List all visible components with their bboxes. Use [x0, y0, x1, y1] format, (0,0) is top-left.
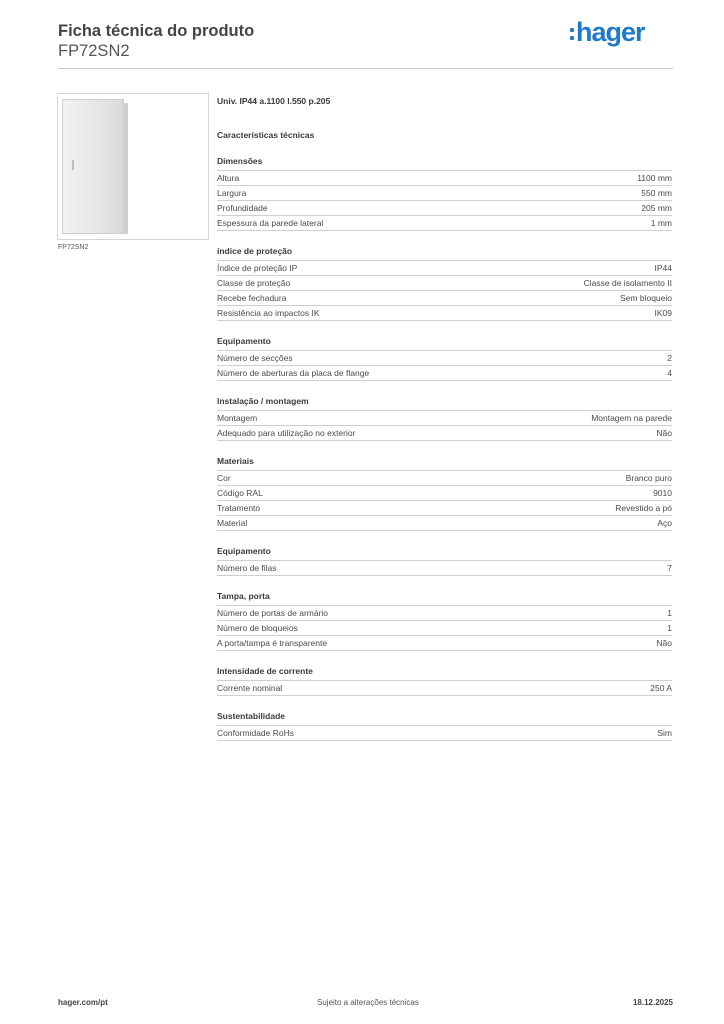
spec-label: Profundidade: [217, 202, 268, 213]
spec-label: Índice de proteção IP: [217, 262, 298, 273]
spec-value: Classe de isolamento II: [583, 277, 672, 288]
spec-value: Revestido a pó: [615, 502, 672, 513]
spec-label: Espessura da parede lateral: [217, 217, 324, 228]
spec-value: Branco puro: [625, 472, 672, 483]
spec-group-title: Equipamento: [217, 546, 672, 561]
cabinet-handle: [72, 160, 74, 170]
spec-label: Largura: [217, 187, 247, 198]
spec-group-title: Tampa, porta: [217, 591, 672, 606]
spec-label: Número de filas: [217, 562, 277, 573]
spec-row: [217, 606, 672, 621]
spec-row: [217, 186, 672, 201]
spec-value: 250 A: [650, 682, 672, 693]
spec-group-title: Intensidade de corrente: [217, 666, 672, 681]
spec-value: 1 mm: [650, 217, 672, 228]
spec-row: [217, 681, 672, 696]
spec-label: Número de secções: [217, 352, 293, 363]
spec-value: Não: [656, 427, 672, 438]
spec-value: 1100 mm: [637, 172, 672, 183]
spec-label: Recebe fechadura: [217, 292, 287, 303]
spec-value: Sim: [657, 727, 672, 738]
spec-label: Altura: [217, 172, 240, 183]
spec-label: Adequado para utilização no exterior: [217, 427, 356, 438]
spec-value: 4: [667, 367, 672, 378]
cabinet-side: [123, 103, 128, 234]
spec-group-title: Instalação / montagem: [217, 396, 672, 411]
spec-row: [217, 261, 672, 276]
logo-dots-icon: [570, 28, 574, 40]
spec-value: Montagem na parede: [591, 412, 672, 423]
spec-value: 205 mm: [641, 202, 672, 213]
spec-label: Resistência ao impactos IK: [217, 307, 320, 318]
spec-content: [217, 95, 672, 741]
footer-website-link[interactable]: hager.com/pt: [58, 998, 108, 1007]
spec-label: Corrente nominal: [217, 682, 283, 693]
cabinet-illustration: [62, 99, 124, 234]
document-header: [58, 21, 254, 61]
spec-value: 1: [667, 607, 672, 618]
section-title: Características técnicas: [217, 130, 315, 140]
spec-value: IP44: [654, 262, 672, 273]
spec-value: IK09: [654, 307, 672, 318]
spec-row: [217, 726, 672, 741]
spec-row: [217, 216, 672, 231]
spec-value: 2: [667, 352, 672, 363]
logo-wordmark: hager: [576, 17, 645, 47]
product-name: Univ. IP44 a.1100 l.550 p.205: [217, 96, 331, 106]
spec-row: [217, 621, 672, 636]
image-caption: FP72SN2: [58, 244, 89, 251]
spec-label: Conformidade RoHs: [217, 727, 295, 738]
spec-row: [217, 291, 672, 306]
spec-group: [217, 546, 672, 576]
spec-value: Não: [656, 637, 672, 648]
spec-value: 9010: [653, 487, 672, 498]
spec-group: [217, 156, 672, 231]
spec-row: [217, 636, 672, 651]
spec-label: Tratamento: [217, 502, 261, 513]
spec-row: [217, 306, 672, 321]
spec-row: [217, 486, 672, 501]
spec-row: [217, 276, 672, 291]
spec-group: [217, 456, 672, 531]
spec-group: [217, 711, 672, 741]
spec-row: [217, 366, 672, 381]
spec-group: [217, 336, 672, 381]
spec-group-title: Equipamento: [217, 336, 672, 351]
spec-value: 550 mm: [641, 187, 672, 198]
spec-group-title: Sustentabilidade: [217, 711, 672, 726]
spec-label: Montagem: [217, 412, 258, 423]
spec-row: [217, 171, 672, 186]
spec-row: [217, 561, 672, 576]
spec-value: Sem bloqueio: [620, 292, 672, 303]
footer-date: 18.12.2025: [632, 998, 673, 1007]
spec-groups: [217, 156, 672, 741]
spec-row: [217, 201, 672, 216]
spec-label: Código RAL: [217, 487, 263, 498]
spec-group: [217, 246, 672, 321]
spec-label: Classe de proteção: [217, 277, 291, 288]
header-divider: [58, 68, 673, 69]
spec-label: A porta/tampa é transparente: [217, 637, 328, 648]
spec-label: Número de portas de armário: [217, 607, 329, 618]
spec-label: Material: [217, 517, 248, 528]
hager-logo: [570, 15, 645, 49]
spec-row: [217, 411, 672, 426]
product-reference: FP72SN2: [58, 42, 130, 60]
spec-row: [217, 351, 672, 366]
spec-group-title: Materiais: [217, 456, 672, 471]
spec-label: Número de aberturas da placa de flange: [217, 367, 370, 378]
document-title: Ficha técnica do produto: [58, 22, 255, 40]
spec-label: Número de bloqueios: [217, 622, 298, 633]
spec-row: [217, 426, 672, 441]
spec-group-title: índice de proteção: [217, 246, 672, 261]
spec-row: [217, 471, 672, 486]
spec-value: 7: [667, 562, 672, 573]
footer-note: Sujeito a alterações técnicas: [317, 998, 419, 1007]
spec-group: [217, 396, 672, 441]
spec-group: [217, 666, 672, 696]
spec-row: [217, 516, 672, 531]
spec-label: Cor: [217, 472, 231, 483]
spec-value: 1: [667, 622, 672, 633]
spec-value: Aço: [657, 517, 672, 528]
spec-group: [217, 591, 672, 651]
spec-row: [217, 501, 672, 516]
spec-group-title: Dimensões: [217, 156, 672, 171]
